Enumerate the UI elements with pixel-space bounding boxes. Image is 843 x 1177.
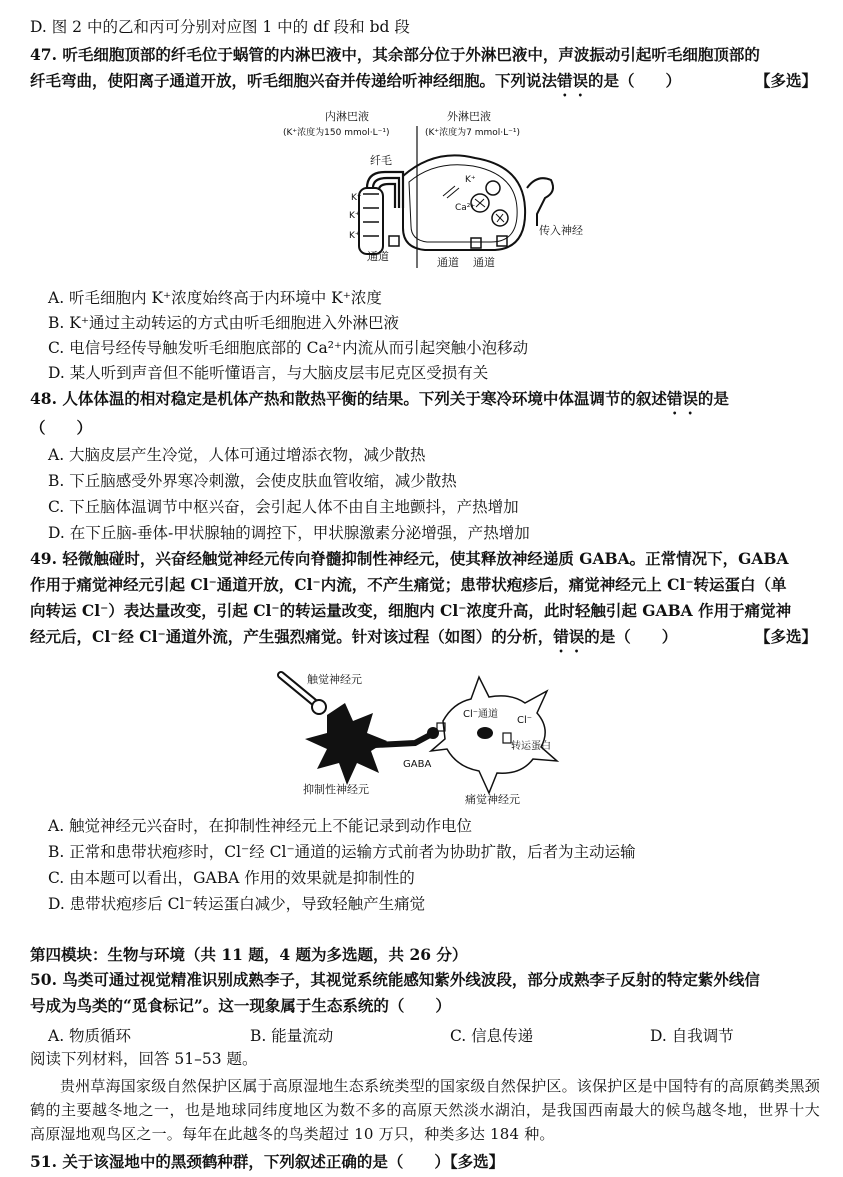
q49-option-d: D. 患带状疱疹后 Cl⁻转运蛋白减少，导致轻触产生痛觉 (48, 895, 426, 913)
material-paragraph: 贵州草海国家级自然保护区属于高原湿地生态系统类型的国家级自然保护区。该保护区是中国特有的高原鹤类黑颈鹤的主要越冬地之一，也是地球同纬度地区为数不多的高原天然淡水湖泊，是我国西南最大的候鸟越冬地，世界十大高原湿地观鸟区之一。每年在此越冬的鸟类超过 10 万只，种类多达 184 种。 (30, 1077, 821, 1143)
q49-option-b: B. 正常和患带状疱疹时，Cl⁻经 Cl⁻通道的运输方式前者为协助扩散，后者为主动运输 (48, 843, 636, 861)
q47-multi-tag: 【多选】 (754, 71, 817, 90)
fig47-ca: Ca²⁺ (455, 203, 476, 213)
q49-stem-line1: 49. 轻微触碰时，兴奋经触觉神经元传向脊髓抑制性神经元，使其释放神经递质 GABA。正常情况下，GABA (30, 549, 789, 568)
fig49-cl-label: Cl⁻ (517, 715, 533, 726)
fig47-k3: K⁺ (349, 231, 360, 241)
q49-multi-tag: 【多选】 (754, 627, 817, 646)
q48-option-d: D. 在下丘脑-垂体-甲状腺轴的调控下，甲状腺激素分泌增强，产热增加 (48, 524, 530, 542)
q48-stem-line1 (30, 389, 817, 418)
fig47-outer-conc: (K⁺浓度为7 mmol·L⁻¹) (425, 128, 521, 138)
q49-option-a: A. 触觉神经元兴奋时，在抑制性神经元上不能记录到动作电位 (48, 817, 473, 835)
q50-option-c: C. 信息传递 (450, 1027, 534, 1045)
q50-options (40, 1024, 820, 1044)
q48-emphasis: 错误 (666, 389, 698, 408)
fig49-inhib-label: 抑制性神经元 (303, 783, 369, 796)
q50-option-b: B. 能量流动 (250, 1027, 334, 1045)
fig47-inner-title: 内淋巴液 (325, 110, 369, 123)
fig47-inner-conc: (K⁺浓度为150 mmol·L⁻¹) (283, 128, 390, 138)
q49-stem-end: 的是（ ） (584, 627, 678, 646)
fig47-channel-3: 通道 (473, 256, 495, 269)
q49-figure-neurons (275, 663, 565, 808)
q49-stem-line2: 作用于痛觉神经元引起 Cl⁻通道开放，Cl⁻内流，不产生痛觉；患带状疱疹后，痛觉神经元上 Cl⁻转运蛋白（单 (30, 575, 787, 594)
fig49-channel-label: Cl⁻通道 (463, 709, 499, 720)
q48-option-c: C. 下丘脑体温调节中枢兴奋，会引起人体不由自主地颤抖，产热增加 (48, 498, 519, 516)
q47-emphasis: 错误 (557, 71, 589, 90)
q48-option-b: B. 下丘脑感受外界寒冷刺激，会使皮肤血管收缩，减少散热 (48, 472, 457, 490)
q47-figure-hair-cell (275, 108, 583, 270)
fig49-transporter-label: 转运蛋白 (511, 741, 551, 752)
fig47-outer-title: 外淋巴液 (447, 110, 491, 123)
q47-option-d: D. 某人听到声音但不能听懂语言，与大脑皮层韦尼克区受损有关 (48, 364, 489, 382)
q47-option-c: C. 电信号经传导触发听毛细胞底部的 Ca²⁺内流从而引起突触小泡移动 (48, 339, 529, 357)
q51-stem-text: 51. 关于该湿地中的黑颈鹤种群，下列叙述正确的是（ ） (30, 1152, 450, 1171)
q48-option-a: A. 大脑皮层产生冷觉，人体可通过增添衣物，减少散热 (48, 446, 426, 464)
fig47-afferent-label: 传入神经 (539, 224, 583, 237)
fig49-gaba-label: GABA (403, 759, 432, 770)
q49-emphasis: 错误 (553, 627, 585, 646)
fig49-touch-label: 触觉神经元 (307, 673, 362, 686)
q51-stem (30, 1152, 817, 1172)
q48-stem-line2: （ ） (30, 418, 93, 437)
q49-stem-line3: 向转运 Cl⁻）表达量改变，引起 Cl⁻的转运量改变，细胞内 Cl⁻浓度升高，此时轻触引起 GABA 作用于痛觉神 (30, 601, 792, 620)
q49-stem-line4 (30, 627, 817, 656)
q47-stem-end: 的是（ ） (588, 71, 682, 90)
q48-stem-end: 的是 (697, 389, 729, 408)
q49-stem-text: 经元后，Cl⁻经 Cl⁻通道外流，产生强烈痛觉。针对该过程（如图）的分析， (30, 627, 554, 646)
fig47-k2: K⁺ (349, 211, 360, 221)
fig47-k4: K⁺ (465, 175, 476, 185)
q47-option-a: A. 听毛细胞内 K⁺浓度始终高于内环境中 K⁺浓度 (48, 289, 382, 307)
q50-option-d: D. 自我调节 (650, 1027, 734, 1045)
q47-stem-line1: 47. 听毛细胞顶部的纤毛位于蜗管的内淋巴液中，其余部分位于外淋巴液中，声波振动引起听毛细胞顶部的 (30, 45, 760, 64)
q51-multi-tag: 【多选】 (449, 1152, 505, 1171)
fig47-channel-2: 通道 (437, 256, 459, 269)
q47-stem-line2 (30, 71, 817, 100)
fig47-channel-1: 通道 (367, 250, 389, 263)
q48-stem-text: 48. 人体体温的相对稳定是机体产热和散热平衡的结果。下列关于寒冷环境中体温调节的叙述 (30, 389, 667, 408)
q47-stem-text: 纤毛弯曲，使阳离子通道开放，听毛细胞兴奋并传递给听神经细胞。下列说法 (30, 71, 558, 90)
q49-option-c: C. 由本题可以看出，GABA 作用的效果就是抑制性的 (48, 869, 415, 887)
fig47-cilia-label: 纤毛 (370, 154, 392, 167)
fig49-pain-label: 痛觉神经元 (465, 793, 520, 806)
module4-title: 第四模块：生物与环境（共 11 题，4 题为多选题，共 26 分） (30, 945, 468, 964)
q46-option-d: D. 图 2 中的乙和丙可分别对应图 1 中的 df 段和 bd 段 (30, 18, 410, 36)
material-intro: 阅读下列材料，回答 51–53 题。 (30, 1050, 258, 1068)
fig47-k1: K⁺ (351, 193, 362, 203)
q50-stem-line1: 50. 鸟类可通过视觉精准识别成熟李子，其视觉系统能感知紫外线波段，部分成熟李子反射的特定紫外线信 (30, 970, 760, 989)
q47-option-b: B. K⁺通过主动转运的方式由听毛细胞进入外淋巴液 (48, 314, 400, 332)
q50-stem-line2: 号成为鸟类的“觅食标记”。这一现象属于生态系统的（ ） (30, 996, 451, 1015)
q50-option-a: A. 物质循环 (48, 1027, 132, 1045)
